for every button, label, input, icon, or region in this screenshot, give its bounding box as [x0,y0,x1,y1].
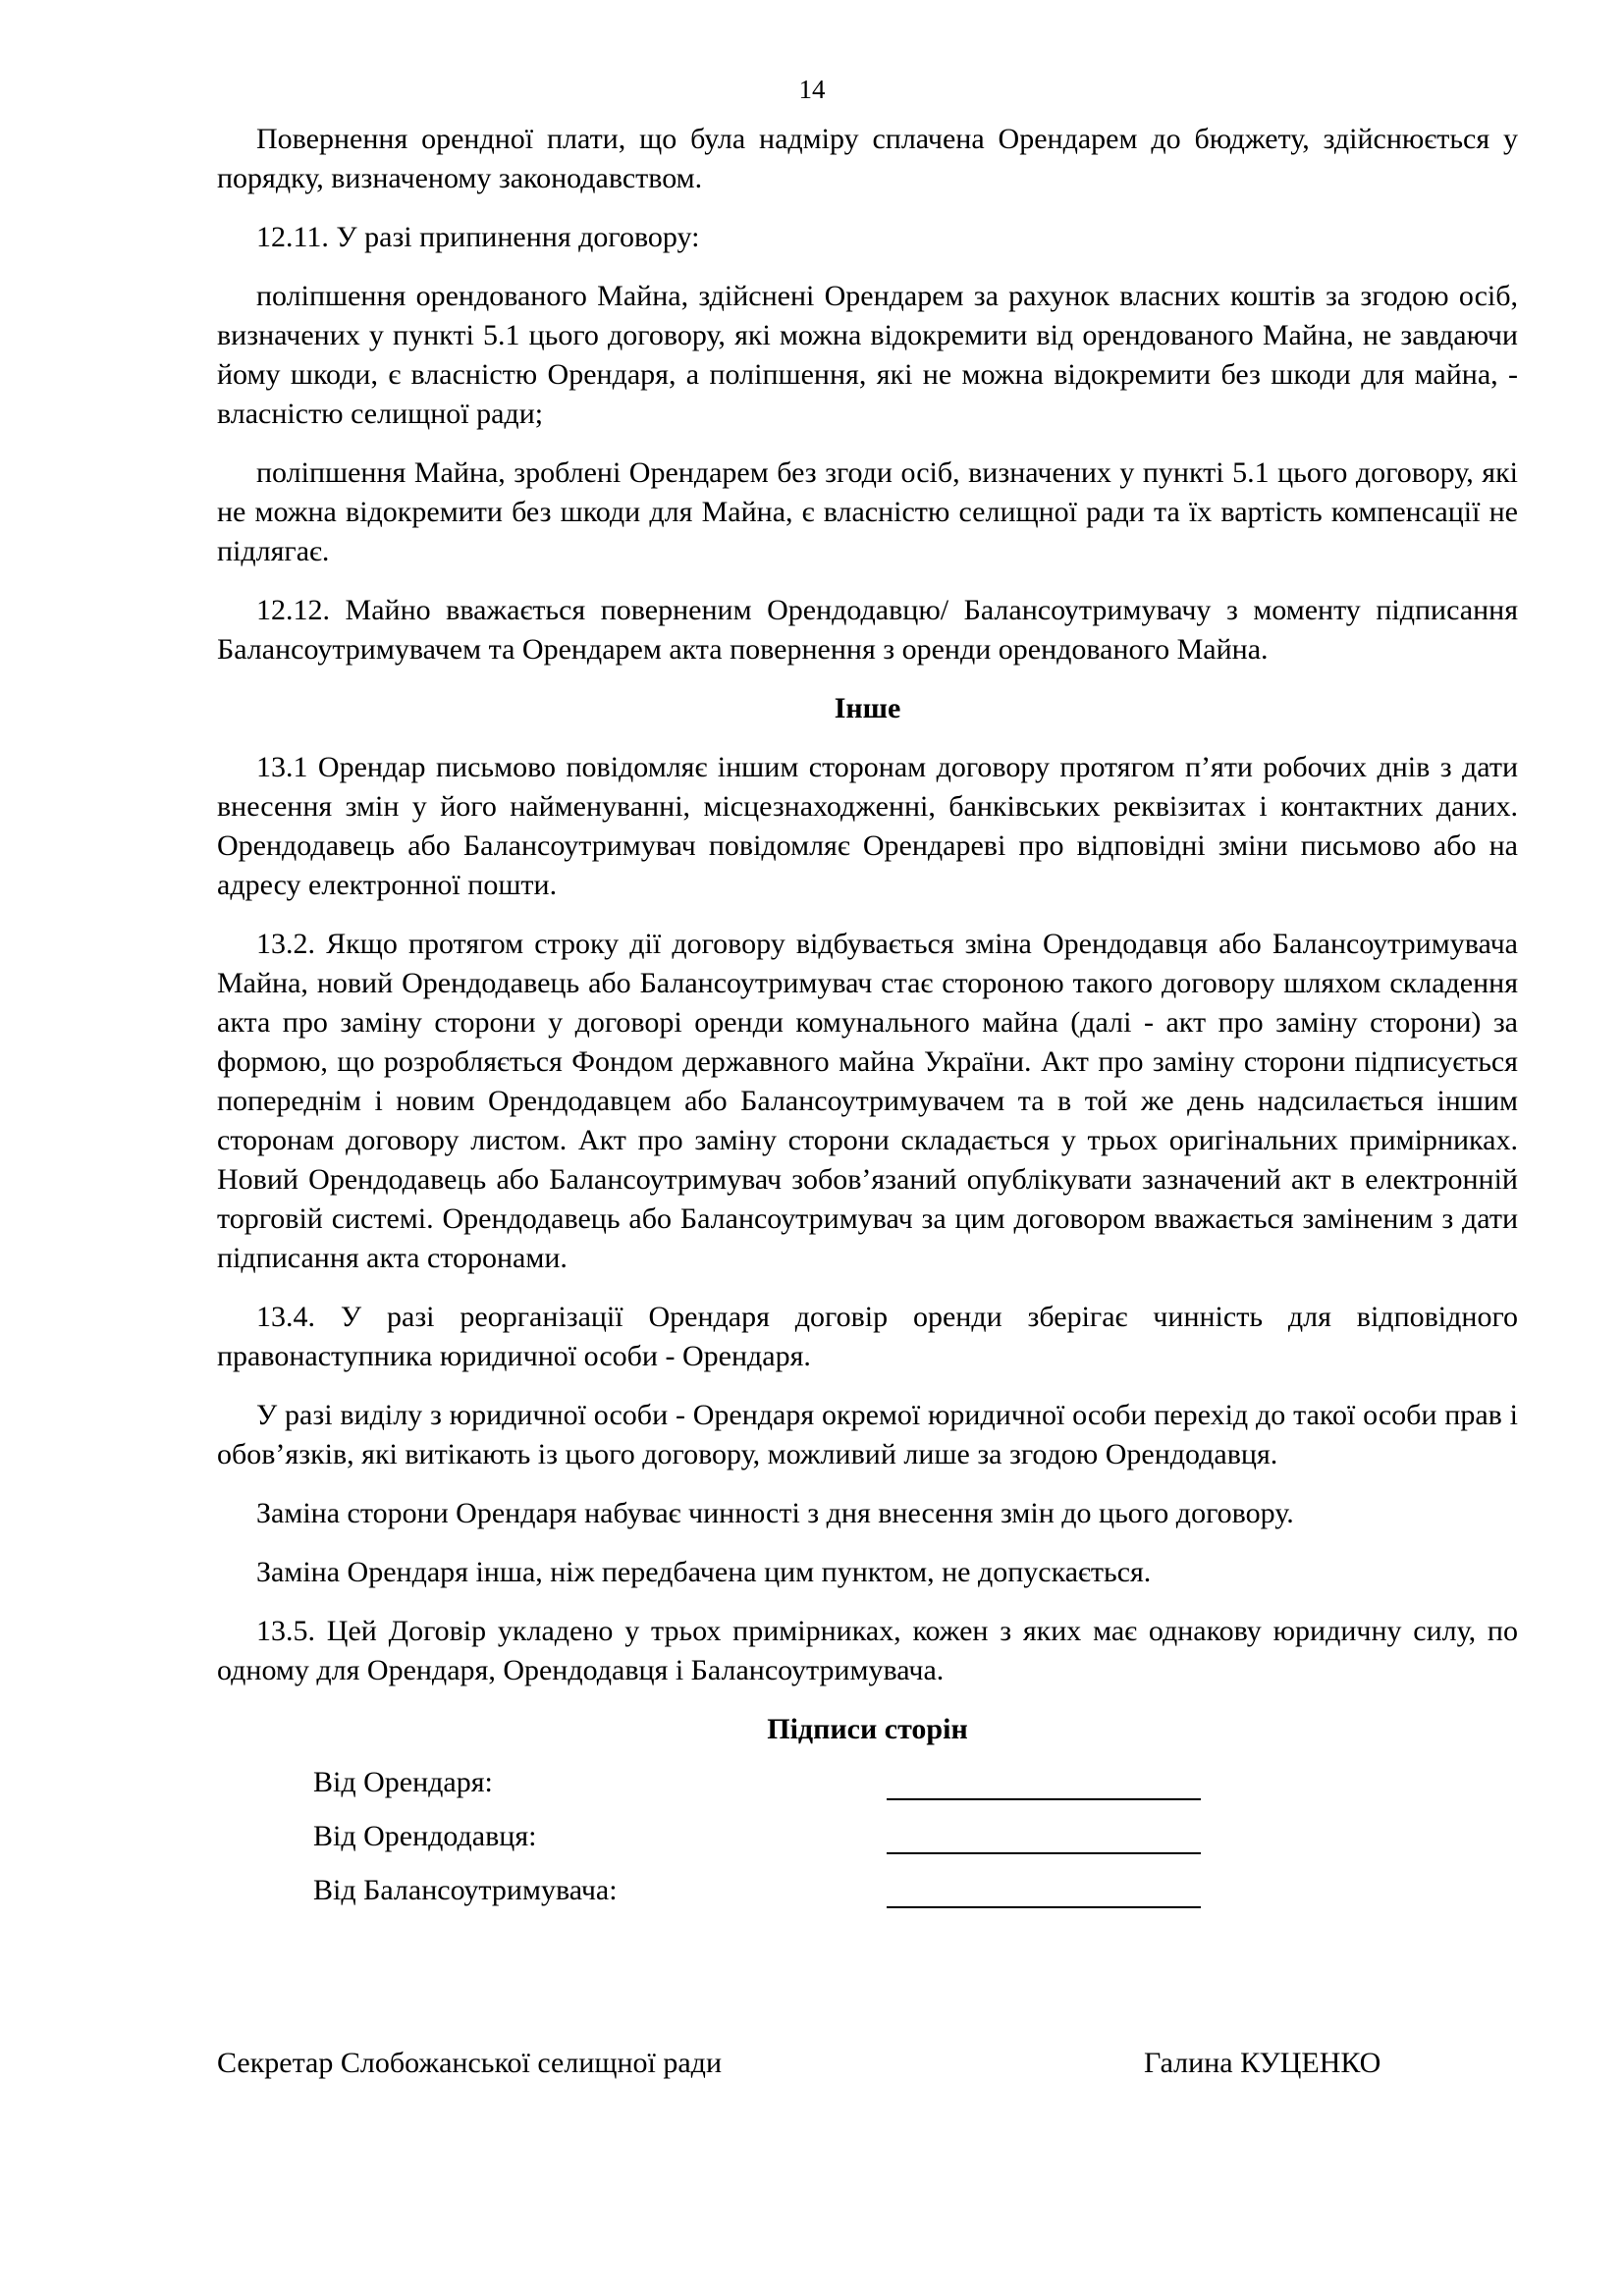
paragraph-spin-off: У разі виділу з юридичної особи - Орендаря окремої юридичної особи перехід до такої особи прав і обов’язків, які витікають із цього договору, можливий лише за згодою Орендодавця. [217,1399,1518,1470]
signature-line [887,1817,1201,1854]
paragraph-party-replacement: Заміна сторони Орендаря набуває чинності з дня внесення змін до цього договору. [256,1497,1294,1529]
signature-label: Від Орендодавця: [313,1820,537,1852]
signature-row-balance-holder [217,1871,1518,1925]
paragraph-improvements-separable: поліпшення орендованого Майна, здійснені Орендарем за рахунок власних коштів за згодою осіб, визначених у пункті 5.1 цього договору, які можна відокремити від орендованого Майна, не завдаючи йому шкоди, є власністю Орендаря, а поліпшення, які не можна відокремити без шкоди для майна, - власністю селищної ради; [217,280,1518,430]
signature-label: Від Балансоутримувача: [313,1874,618,1906]
signature-row-landlord [217,1817,1518,1871]
paragraph-refund: Повернення орендної плати, що була надміру сплачена Орендарем до бюджету, здійснюється у порядку, визначеному законодавством. [217,123,1518,194]
signature-label: Від Орендаря: [313,1766,493,1798]
signatures-title: Підписи сторін [767,1713,968,1745]
paragraph-13-4: 13.4. У разі реорганізації Орендаря договір оренди зберігає чинність для відповідного правонаступника юридичної особи - Орендаря. [217,1301,1518,1372]
paragraph-13-2: 13.2. Якщо протягом строку дії договору відбувається зміна Орендодавця або Балансоутримувача Майна, новий Орендодавець або Балансоутримувач стає стороною такого договору шляхом складення акта про заміну сторони у договорі оренди комунального майна (далі - акт про заміну сторони) за формою, що розробляється Фондом державного майна України. Акт про заміну сторони підписується попереднім і новим Орендодавцем або Балансоутримувачем та в той же день надсилається іншим сторонам договору листом. Акт про заміну сторони складається у трьох оригінальних примірниках. Новий Орендодавець або Балансоутримувач зобов’язаний опублікувати зазначений акт в електронній торговій системі. Орендодавець або Балансоутримувач за цим договором вважається заміненим з дати підписання акта сторонами. [217,928,1518,1274]
signature-line [887,1871,1201,1908]
paragraph-12-12: 12.12. Майно вважається поверненим Орендодавцю/ Балансоутримувачу з моменту підписання Балансоутримувачем та Орендарем акта повернення з оренди орендованого Майна. [217,594,1518,666]
signature-line [887,1763,1201,1800]
document-body [217,120,1518,1925]
paragraph-13-5: 13.5. Цей Договір укладено у трьох примірниках, кожен з яких має однакову юридичну силу, по одному для Орендаря, Орендодавця і Балансоутримувача. [217,1615,1518,1686]
signature-row-tenant [217,1763,1518,1817]
section-heading: Інше [834,692,901,724]
paragraph-other-replacement: Заміна Орендаря інша, ніж передбачена цим пунктом, не допускається. [256,1556,1152,1588]
paragraph-improvements-without-consent: поліпшення Майна, зроблені Орендарем без згоди осіб, визначених у пункті 5.1 цього договору, які не можна відокремити без шкоди для Майна, є власністю селищної ради та їх вартість компенсації не підлягає. [217,456,1518,567]
paragraph-12-11: 12.11. У разі припинення договору: [256,221,700,253]
footer-position: Секретар Слобожанської селищної ради [217,2047,722,2079]
paragraph-13-1: 13.1 Орендар письмово повідомляє іншим сторонам договору протягом п’яти робочих днів з дати внесення змін у його найменуванні, місцезнаходженні, банківських реквізитах і контактних даних. Орендодавець або Балансоутримувач повідомляє Орендареві про відповідні зміни письмово або на адресу електронної пошти. [217,751,1518,901]
page-number: 14 [798,75,826,104]
footer-name: Галина КУЦЕНКО [1144,2047,1381,2079]
